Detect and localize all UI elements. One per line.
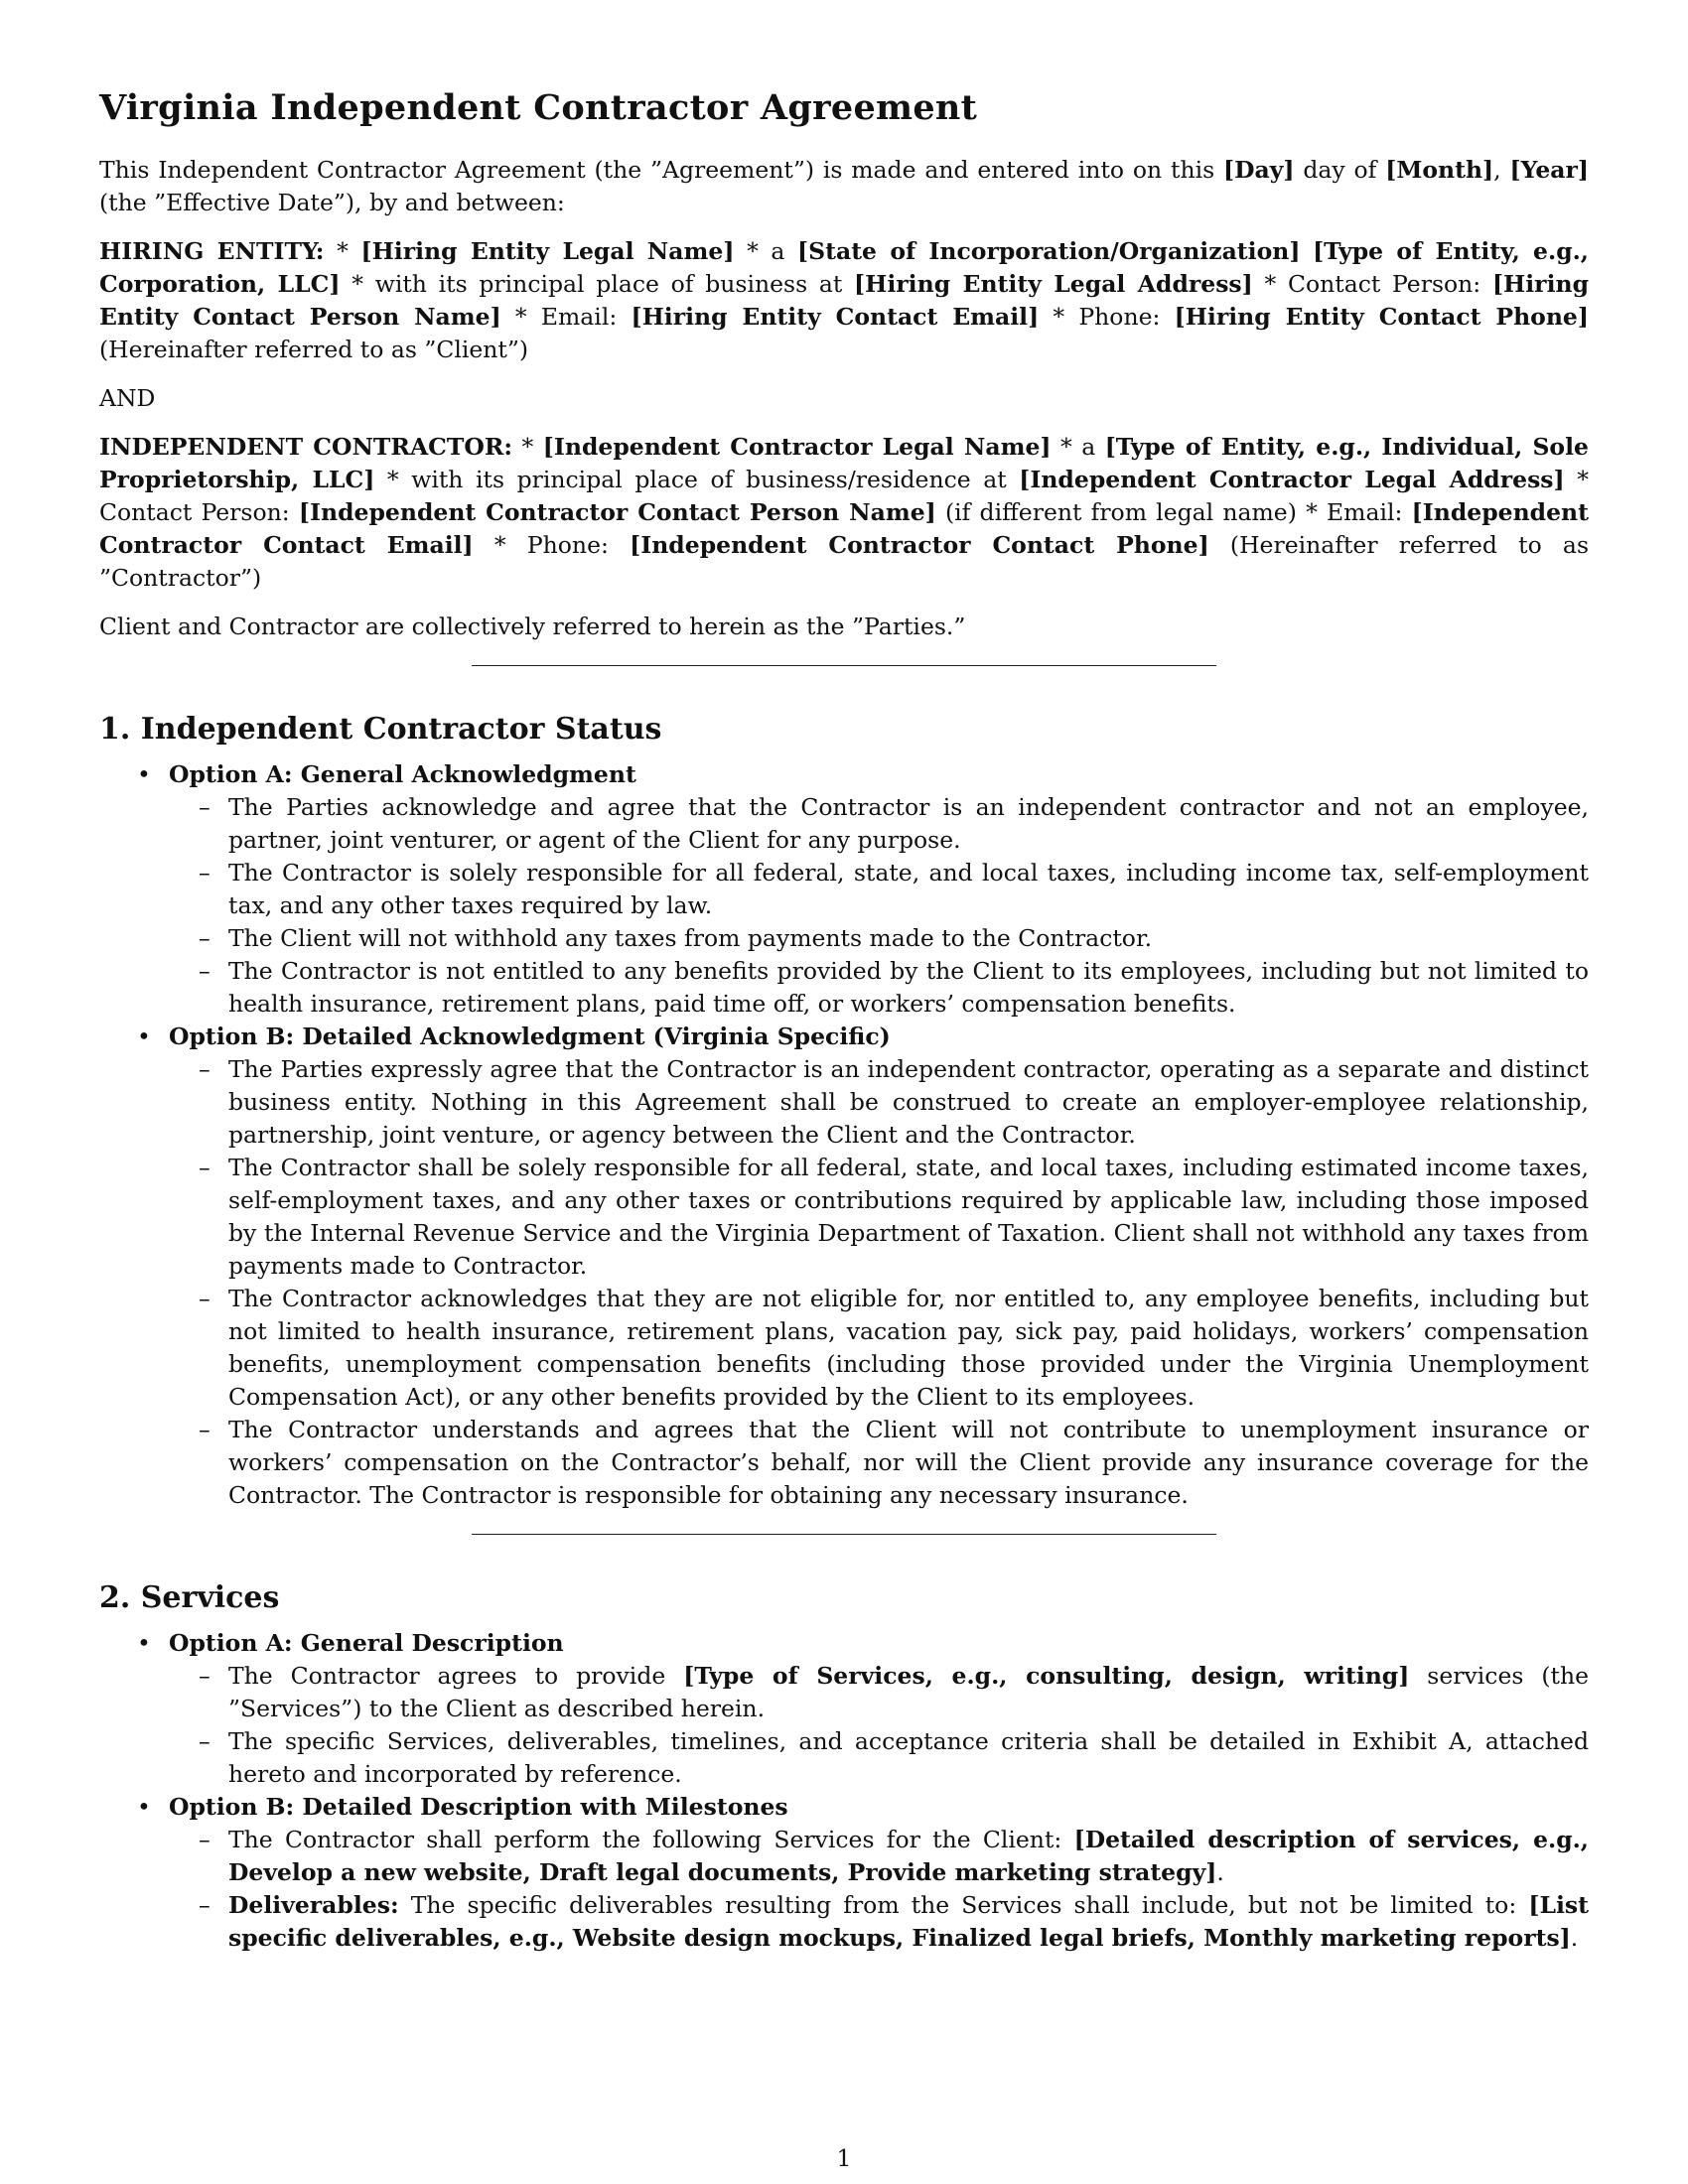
bullet-icon: • [137, 1023, 151, 1050]
section-2-option-b [99, 1791, 1589, 1955]
contractor-email: [Independent Contractor Contact Email] [99, 498, 1589, 559]
dash-icon: – [199, 1055, 211, 1083]
dash-icon: – [199, 924, 211, 952]
hiring-entity-address: [Hiring Entity Legal Address] [854, 270, 1253, 298]
hiring-entity-label: HIRING ENTITY: [99, 237, 325, 265]
list-item: – The Contractor shall be solely responsible for all federal, state, and local taxes, including estimated income taxes, self-employment taxes, and any other taxes or contributions required by applicable law, including those imposed by the Internal Revenue Service and the Virginia Department of Taxation. Client shall not withhold any taxes from payments made to Contractor. [199, 1154, 1589, 1280]
contractor-label: INDEPENDENT CONTRACTOR: [99, 433, 513, 461]
dash-icon: – [199, 957, 211, 985]
dash-icon: – [199, 1727, 211, 1755]
section-divider [472, 665, 1216, 666]
hiring-entity-email: [Hiring Entity Contact Email] [631, 303, 1040, 331]
parties-paragraph: Client and Contractor are collectively referred to herein as the ”Parties.” [99, 613, 966, 640]
hiring-entity-name: [Hiring Entity Legal Name] [360, 237, 735, 265]
list-item: – The Parties acknowledge and agree that the Contractor is an independent contractor and not an employee, partner, joint venturer, or agent of the Client for any purpose. [199, 793, 1589, 854]
contractor-type: [Type of Entity, e.g., Individual, Sole Proprietorship, LLC] [99, 433, 1589, 493]
dash-icon: – [199, 793, 211, 821]
dash-icon: – [199, 859, 211, 887]
list-item: – The specific Services, deliverables, timelines, and acceptance criteria shall be detailed in Exhibit A, attached hereto and incorporated by reference. [199, 1727, 1589, 1788]
intro-paragraph: This Independent Contractor Agreement (the ”Agreement”) is made and entered into on this [Day] day of [Month], [Year] (the ”Effective Date”), by and between: [99, 156, 1589, 216]
dash-icon: – [199, 1826, 211, 1853]
bullet-icon: • [137, 1793, 151, 1821]
list-item: – The Contractor agrees to provide [Type of Services, e.g., consulting, design, writing] services (the ”Services”) to the Client as described herein. [199, 1662, 1589, 1722]
page-number: 1 [836, 2144, 852, 2172]
section-2-options [99, 1627, 1589, 1955]
list-item: – The Client will not withhold any taxes from payments made to the Contractor. [169, 922, 1589, 955]
hiring-entity-phone: [Hiring Entity Contact Phone] [1174, 303, 1589, 331]
contractor-paragraph: INDEPENDENT CONTRACTOR: * [Independent Contractor Legal Name] * a [Type of Entity, e.g., Individual, Sole Proprietorship, LLC] * with its principal place of business/residence at [Independent Contractor Legal Address] * Contact Person: [Independent Contractor Contact Person Name] (if different from legal name) * Email: [Independent Contractor Contact Email] * Phone: [Independent Contractor Contact Phone] (Hereinafter referred to as ”Contractor”) [99, 433, 1589, 592]
list-item: – The Contractor shall perform the following Services for the Client: [Detailed description of services, e.g., Develop a new website, Draft legal documents, Provide marketing strategy]. [199, 1826, 1589, 1886]
deliverables-label: Deliverables: [228, 1891, 399, 1919]
contractor-contact: [Independent Contractor Contact Person Name] [298, 498, 936, 526]
section-divider [472, 1534, 1216, 1535]
dash-icon: – [199, 1154, 211, 1181]
dash-icon: – [199, 1416, 211, 1443]
deliverables-placeholder: [List specific deliverables, e.g., Website design mockups, Finalized legal briefs, Monthly marketing reports] [228, 1891, 1589, 1952]
section-1-options [99, 758, 1589, 1512]
day-placeholder: [Day] [1223, 156, 1295, 184]
contractor-phone: [Independent Contractor Contact Phone] [630, 531, 1209, 559]
hiring-entity-type: [Type of Entity, e.g., Corporation, LLC] [99, 237, 1589, 298]
hiring-entity-paragraph: HIRING ENTITY: * [Hiring Entity Legal Name] * a [State of Incorporation/Organization] [Type of Entity, e.g., Corporation, LLC] * with its principal place of business at [Hiring Entity Legal Address] * Contact Person: [Hiring Entity Contact Person Name] * Email: [Hiring Entity Contact Email] * Phone: [Hiring Entity Contact Phone] (Hereinafter referred to as ”Client”) [99, 237, 1590, 363]
bullet-icon: • [137, 1629, 151, 1657]
bullet-icon: • [137, 760, 151, 788]
contractor-name: [Independent Contractor Legal Name] [542, 433, 1052, 461]
services-type-placeholder: [Type of Services, e.g., consulting, design, writing] [683, 1662, 1410, 1690]
hiring-entity-state: [State of Incorporation/Organization] [797, 237, 1301, 265]
section-1-heading: 1. Independent Contractor Status [99, 712, 662, 747]
option-title: Option B: Detailed Acknowledgment (Virginia Specific) [169, 1023, 891, 1050]
option-title: Option A: General Description [169, 1629, 564, 1657]
services-description-placeholder: [Detailed description of services, e.g., Develop a new website, Draft legal documents, Provide marketing strategy] [228, 1826, 1589, 1886]
document-title: Virginia Independent Contractor Agreement [99, 87, 978, 128]
list-item: – The Contractor acknowledges that they are not eligible for, nor entitled to, any employee benefits, including but not limited to health insurance, retirement plans, vacation pay, sick pay, paid holidays, workers’ compensation benefits, unemployment compensation benefits (including those provided under the Virginia Unemployment Compensation Act), or any other benefits provided by the Client to its employees. [199, 1285, 1589, 1411]
dash-icon: – [199, 1285, 211, 1312]
list-item: – The Parties expressly agree that the Contractor is an independent contractor, operating as a separate and distinct business entity. Nothing in this Agreement shall be construed to create an employer-employee relationship, partnership, joint venture, or agency between the Client and the Contractor. [199, 1055, 1589, 1149]
month-placeholder: [Month] [1385, 156, 1494, 184]
contractor-address: [Independent Contractor Legal Address] [1019, 466, 1565, 493]
list-item: – The Contractor is solely responsible for all federal, state, and local taxes, including income tax, self-employment tax, and any other taxes required by law. [199, 859, 1589, 919]
section-1-option-b [99, 1021, 1589, 1512]
hiring-entity-contact: [Hiring Entity Contact Person Name] [99, 270, 1590, 331]
option-title: Option B: Detailed Description with Milestones [169, 1793, 788, 1821]
section-2-option-a [99, 1627, 1589, 1791]
section-1-option-a [99, 758, 1589, 1021]
section-2-heading: 2. Services [99, 1580, 280, 1615]
list-item: – The Contractor is not entitled to any benefits provided by the Client to its employees, including but not limited to health insurance, retirement plans, paid time off, or workers’ compensation benefits. [199, 957, 1589, 1018]
list-item: – Deliverables: The specific deliverables resulting from the Services shall include, but not be limited to: [List specific deliverables, e.g., Website design mockups, Finalized legal briefs, Monthly marketing reports]. [199, 1891, 1589, 1952]
dash-icon: – [199, 1662, 211, 1690]
option-title: Option A: General Acknowledgment [169, 760, 636, 788]
and-separator: AND [99, 384, 156, 412]
list-item: – The Contractor understands and agrees that the Client will not contribute to unemployment insurance or workers’ compensation on the Contractor’s behalf, nor will the Client provide any insurance coverage for the Contractor. The Contractor is responsible for obtaining any necessary insurance. [199, 1416, 1589, 1509]
dash-icon: – [199, 1891, 211, 1919]
document-page [99, 87, 1589, 1955]
year-placeholder: [Year] [1509, 156, 1589, 184]
